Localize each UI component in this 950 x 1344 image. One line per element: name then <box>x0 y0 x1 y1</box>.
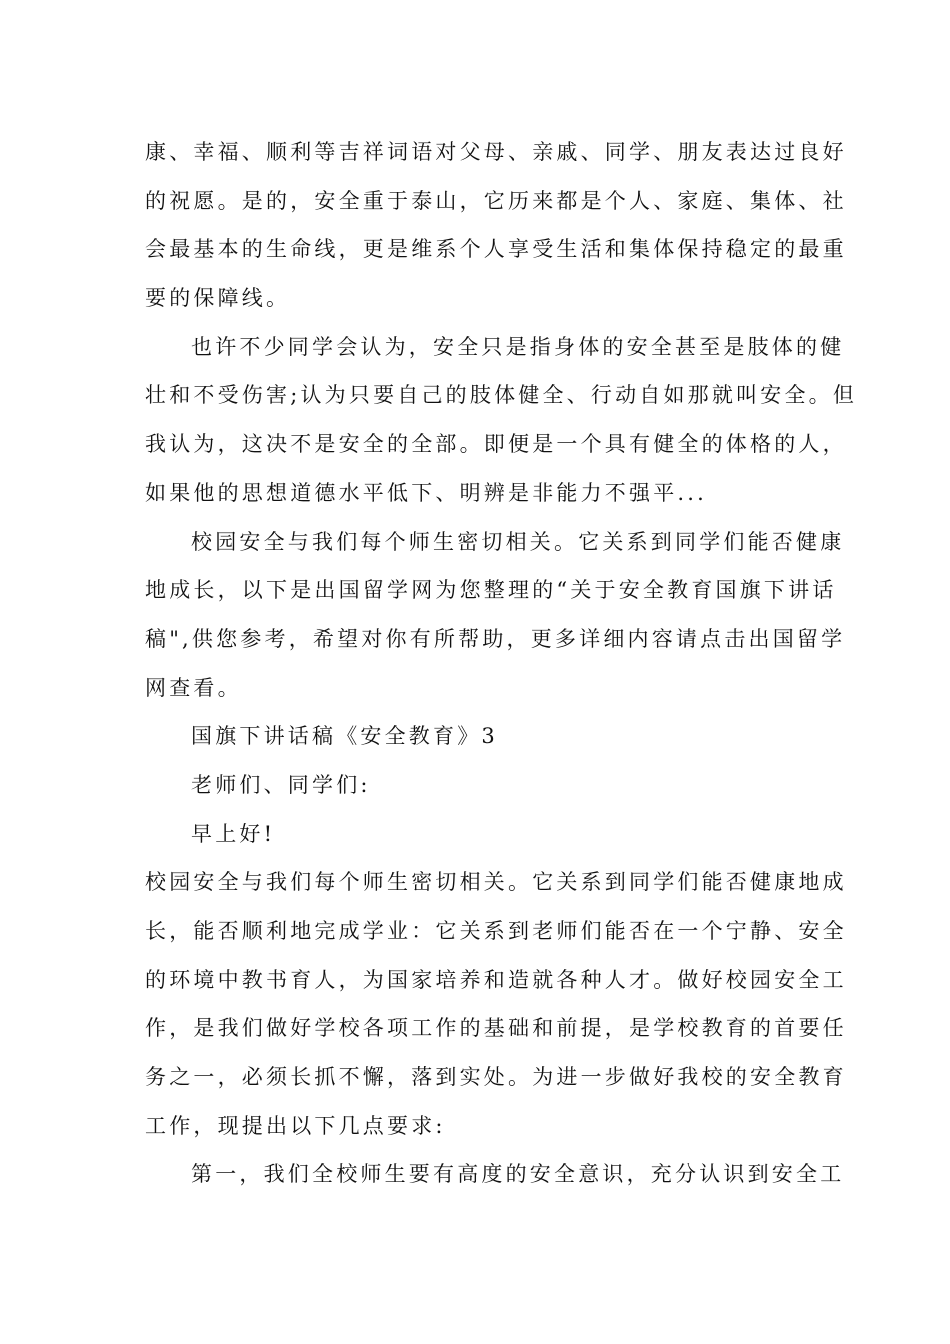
text-line: 网查看。 <box>145 675 242 700</box>
text-line: 工作，现提出以下几点要求: <box>145 1113 446 1138</box>
text-line: 也许不少同学会认为，安全只是指身体的安全甚至是肢体的健 <box>191 334 845 359</box>
text-line: 的环境中教书育人，为国家培养和造就各种人才。做好校园安全工 <box>145 967 847 992</box>
text-line: 要的保障线。 <box>145 286 291 311</box>
text-line: 地成长，以下是出国留学网为您整理的“关于安全教育国旗下讲话 <box>145 578 837 603</box>
greeting: 早上好! <box>191 821 276 846</box>
document-body <box>145 128 858 1199</box>
salutation: 老师们、同学们: <box>191 772 371 797</box>
text-line: 的祝愿。是的，安全重于泰山，它历来都是个人、家庭、集体、社 <box>145 188 847 213</box>
text-line: 会最基本的生命线，更是维系个人享受生活和集体保持稳定的最重 <box>145 237 847 262</box>
text-line: 如果他的思想道德水平低下、明辨是非能力不强平... <box>145 480 708 505</box>
text-line: 我认为，这决不是安全的全部。即便是一个具有健全的体格的人， <box>145 432 847 457</box>
text-line: 第一，我们全校师生要有高度的安全意识，充分认识到安全工 <box>191 1162 845 1187</box>
text-line: 务之一，必须长抓不懈，落到实处。为进一步做好我校的安全教育 <box>145 1065 847 1090</box>
text-line: 校园安全与我们每个师生密切相关。它关系到同学们能否健康地成 <box>145 870 847 895</box>
text-line: 校园安全与我们每个师生密切相关。它关系到同学们能否健康 <box>191 529 845 554</box>
speech-title: 国旗下讲话稿《安全教育》3 <box>191 724 498 749</box>
text-line: 长，能否顺利地完成学业：它关系到老师们能否在一个宁静、安全 <box>145 919 847 943</box>
text-line: 稿",供您参考，希望对你有所帮助，更多详细内容请点击出国留学 <box>145 626 846 651</box>
text-line: 壮和不受伤害;认为只要自己的肢体健全、行动自如那就叫安全。但 <box>145 383 858 408</box>
text-line: 作，是我们做好学校各项工作的基础和前提，是学校教育的首要任 <box>145 1016 847 1041</box>
text-line: 康、幸福、顺利等吉祥词语对父母、亲戚、同学、朋友表达过良好 <box>145 140 847 164</box>
